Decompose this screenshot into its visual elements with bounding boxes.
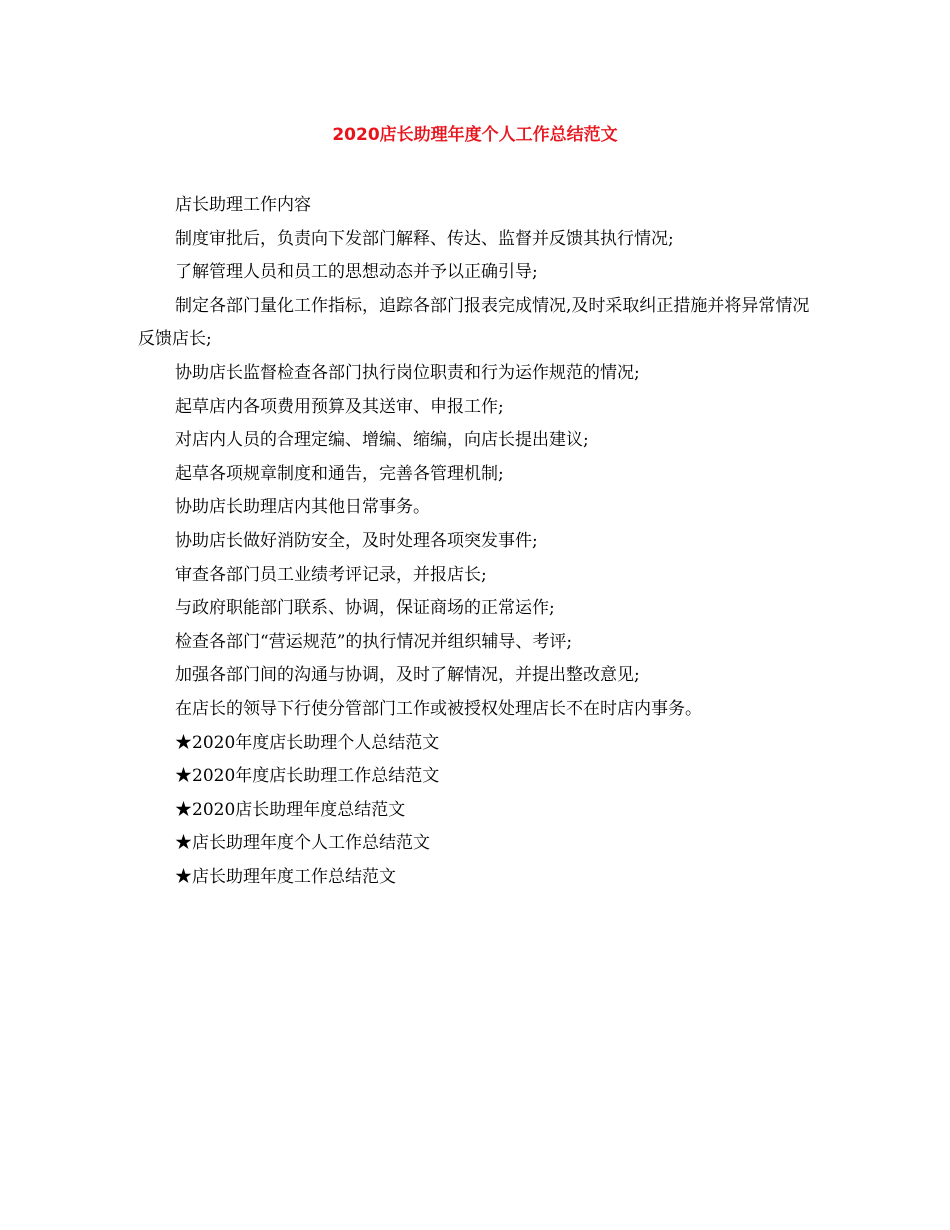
paragraph: 在店长的领导下行使分管部门工作或被授权处理店长不在时店内事务。: [175, 698, 702, 719]
related-article-link[interactable]: ★店长助理年度工作总结范文: [175, 866, 396, 887]
paragraph: 检查各部门“营运规范”的执行情况并组织辅导、考评;: [175, 631, 573, 652]
related-article-link[interactable]: ★2020店长助理年度总结范文: [175, 799, 406, 820]
related-article-link[interactable]: ★店长助理年度个人工作总结范文: [175, 833, 430, 854]
paragraph: 了解管理人员和员工的思想动态并予以正确引导;: [175, 262, 538, 283]
related-article-link[interactable]: ★2020年度店长助理工作总结范文: [175, 766, 440, 787]
document-body: [138, 189, 818, 894]
paragraph: 起草各项规章制度和通告，完善各管理机制;: [175, 463, 504, 484]
related-article-link[interactable]: ★2020年度店长助理个人总结范文: [175, 732, 440, 753]
paragraph: 制度审批后，负责向下发部门解释、传达、监督并反馈其执行情况;: [175, 228, 674, 249]
paragraph: 协助店长监督检查各部门执行岗位职责和行为运作规范的情况;: [175, 362, 640, 383]
paragraph: 与政府职能部门联系、协调，保证商场的正常运作;: [175, 598, 555, 619]
paragraph: 起草店内各项费用预算及其送审、申报工作;: [175, 396, 504, 417]
paragraph: 店长助理工作内容: [175, 195, 311, 215]
paragraph: 协助店长做好消防安全，及时处理各项突发事件;: [175, 530, 538, 551]
paragraph: 协助店长助理店内其他日常事务。: [175, 497, 430, 518]
paragraph: 审查各部门员工业绩考评记录，并报店长;: [175, 564, 487, 585]
paragraph: 对店内人员的合理定编、增编、缩编，向店长提出建议;: [175, 430, 589, 451]
document-title: 2020店长助理年度个人工作总结范文: [332, 125, 618, 145]
paragraph: 制定各部门量化工作指标，追踪各部门报表完成情况,及时采取纠正措施并将异常情况反馈店长;: [138, 295, 810, 350]
paragraph: 加强各部门间的沟通与协调，及时了解情况，并提出整改意见;: [175, 665, 640, 686]
